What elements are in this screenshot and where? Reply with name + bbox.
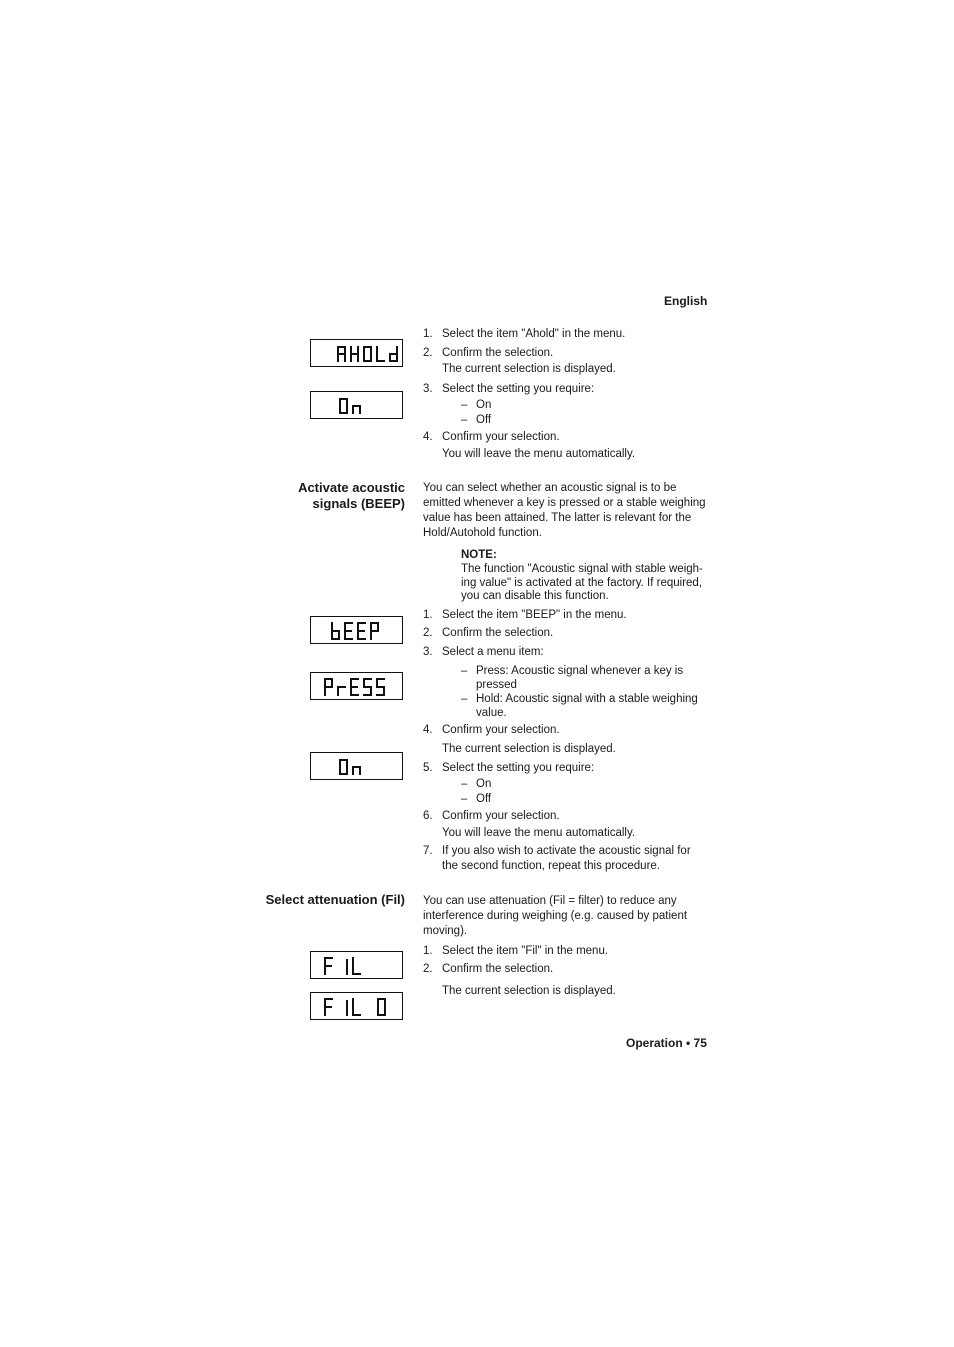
dash-bullet: – xyxy=(461,793,468,805)
note-line: ing value" is activated at the factory. If required, xyxy=(461,576,703,589)
language-label: English xyxy=(664,294,708,308)
intro-line: interference during weighing (e.g. caused by patient xyxy=(423,910,688,922)
step-number: 4. xyxy=(423,724,433,736)
section-heading-fil: Select attenuation (Fil) xyxy=(265,892,405,907)
menu-item-line: value. xyxy=(476,707,507,719)
menu-item-hold xyxy=(476,692,698,720)
option-on: On xyxy=(476,778,492,790)
step-subtext: The current selection is displayed. xyxy=(442,363,616,375)
step-number: 6. xyxy=(423,810,433,822)
intro-line: You can use attenuation (Fil = filter) to reduce any xyxy=(423,895,677,907)
step-subtext: You will leave the menu automatically. xyxy=(442,827,636,839)
intro-line: value has been attained. The latter is relevant for the xyxy=(423,512,692,524)
step-number: 5. xyxy=(423,762,433,774)
lcd-display-fil xyxy=(310,951,403,979)
step-number: 3. xyxy=(423,646,433,658)
step-text: Confirm the selection. xyxy=(442,963,554,975)
dash-bullet: – xyxy=(461,693,468,705)
menu-item-line: Hold: Acoustic signal with a stable weighing xyxy=(476,693,698,705)
step-text: Select the item "Fil" in the menu. xyxy=(442,945,609,957)
step-text: If you also wish to activate the acoustic signal for xyxy=(442,845,691,857)
lcd-display-ahold xyxy=(310,339,403,367)
step-number: 1. xyxy=(423,945,433,957)
note-box xyxy=(461,548,721,604)
option-on: On xyxy=(476,399,492,411)
step-number: 2. xyxy=(423,963,433,975)
step-text: Select a menu item: xyxy=(442,646,544,658)
step-subtext: The current selection is displayed. xyxy=(442,985,616,997)
note-line: you can disable this function. xyxy=(461,590,609,602)
heading-line: signals (BEEP) xyxy=(312,496,405,511)
lcd-display-on xyxy=(310,752,403,780)
step-number: 2. xyxy=(423,627,433,639)
dash-bullet: – xyxy=(461,399,468,411)
intro-line: moving). xyxy=(423,925,468,937)
dash-bullet: – xyxy=(461,778,468,790)
step-number: 7. xyxy=(423,845,433,857)
intro-line: emitted whenever a key is pressed or a stable weighing xyxy=(423,497,706,509)
dash-bullet: – xyxy=(461,665,468,677)
lcd-display-fil-0 xyxy=(310,992,403,1020)
step-text: Select the item "Ahold" in the menu. xyxy=(442,328,626,340)
menu-item-line: pressed xyxy=(476,679,517,691)
section-heading-beep xyxy=(240,480,405,512)
beep-intro xyxy=(423,481,723,541)
option-off: Off xyxy=(476,793,492,805)
note-line: The function "Acoustic signal with stable weigh- xyxy=(461,563,703,575)
step-text: Confirm your selection. xyxy=(442,431,560,443)
step-text: Select the setting you require: xyxy=(442,762,595,774)
step-text: Confirm the selection. xyxy=(442,347,554,359)
fil-intro xyxy=(423,894,723,939)
note-title: NOTE: xyxy=(461,549,497,561)
menu-item-line: Press: Acoustic signal whenever a key is xyxy=(476,665,684,677)
step-number: 3. xyxy=(423,383,433,395)
lcd-display-on xyxy=(310,391,403,419)
step-number: 2. xyxy=(423,347,433,359)
step-number: 1. xyxy=(423,328,433,340)
step-number: 1. xyxy=(423,609,433,621)
step-text: Select the setting you require: xyxy=(442,383,595,395)
step-subtext: The current selection is displayed. xyxy=(442,743,616,755)
step-text: Confirm the selection. xyxy=(442,627,554,639)
step-text-continued: the second function, repeat this procedure. xyxy=(442,860,661,872)
lcd-display-press xyxy=(310,672,403,700)
dash-bullet: – xyxy=(461,414,468,426)
step-subtext: You will leave the menu automatically. xyxy=(442,448,636,460)
menu-item-press xyxy=(476,664,683,692)
page-footer: Operation • 75 xyxy=(626,1036,707,1050)
step-text: Confirm your selection. xyxy=(442,810,560,822)
option-off: Off xyxy=(476,414,492,426)
lcd-display-beep xyxy=(310,616,403,644)
step-text: Confirm your selection. xyxy=(442,724,560,736)
step-text: Select the item "BEEP" in the menu. xyxy=(442,609,627,621)
heading-line: Activate acoustic xyxy=(298,480,405,495)
intro-line: Hold/Autohold function. xyxy=(423,527,542,539)
step-number: 4. xyxy=(423,431,433,443)
intro-line: You can select whether an acoustic signal is to be xyxy=(423,482,677,494)
